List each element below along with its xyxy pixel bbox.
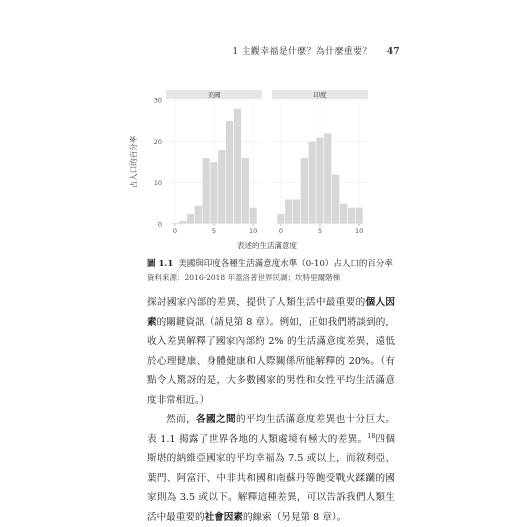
facet-strip-label: 印度 (313, 91, 327, 99)
histogram-bar (347, 207, 355, 224)
p2-text-a: 然而， (166, 414, 197, 425)
p1-bold-term: 個人因素 (147, 297, 396, 328)
figure-source: 資料來源：2016-2018 年蓋洛普世界民調；坎特里爾階梯 (147, 273, 341, 282)
histogram-bar (187, 214, 195, 224)
p1-text-a: 探討國家內部的差異，提供了人類生活中最重要的 (147, 297, 366, 308)
figure-caption-text: 美國與印度各種生活滿意度水準（0-10）占人口的百分率 (178, 259, 393, 269)
x-tick-label: 5 (317, 227, 323, 235)
y-axis-label: 占人口的百分率 (129, 135, 138, 189)
histogram-bar (340, 203, 348, 224)
histogram-bar (179, 221, 187, 224)
x-tick-label: 5 (211, 227, 217, 235)
page-number: 47 (386, 47, 400, 57)
body-text (147, 293, 395, 527)
histogram-bar (300, 158, 308, 224)
p2-text-c: 四個斯堪的納維亞國家的平均幸福為 7.5 或以上，而敘利亞、葉門、阿富汗、中非共和國和南蘇丹等飽受戰火蹂躪的國家則為 3.5 或以下。解釋這種差異，可以告訴我們人類生活中最重要的 (147, 433, 396, 523)
p2-bold-term-1: 各國之間 (196, 414, 236, 425)
histogram-bar (355, 207, 363, 224)
x-tick-label: 0 (278, 227, 283, 235)
footnote-ref: 18 (367, 432, 376, 440)
chapter-title: 1 主觀幸福是什麼？為什麼重要？ (232, 47, 372, 57)
y-tick-label: 20 (153, 137, 162, 146)
y-tick-label: 0 (157, 220, 162, 229)
histogram-bar (218, 150, 226, 224)
x-tick-label: 10 (354, 227, 364, 235)
histogram-bar (249, 207, 257, 224)
histogram-bar (202, 158, 210, 224)
p1-text-b: 的關鍵資訊（請見第 8 章）。例如，正如我們將談到的，收入差異解釋了國家內部約 2% 的生活滿意度差異，遠低於心理健康、身體健康和人際關係所能解釋的 20%。（有點令人驚訝的是，大多數國家的男性和女性平均生活滿意度非常相近。） (147, 316, 395, 406)
histogram-bar (308, 141, 316, 224)
histogram-bar (226, 121, 234, 224)
histogram-bar (194, 205, 202, 224)
p2-text-d: 的線索（另見第 8 章）。 (242, 511, 347, 523)
histogram-bar (171, 223, 179, 224)
paragraph-1 (147, 293, 395, 410)
histogram-bar (241, 158, 249, 224)
p2-bold-term-2: 社會因素 (204, 511, 243, 523)
facet-strip-label: 美國 (207, 91, 221, 99)
y-tick-label: 10 (153, 179, 162, 188)
histogram-bar (277, 214, 285, 224)
histogram-bar (316, 137, 324, 224)
histogram-bar (210, 162, 218, 224)
running-header (232, 44, 400, 57)
figure-caption (147, 258, 447, 284)
histogram-bar (234, 108, 242, 224)
histogram-bar (324, 133, 332, 224)
x-tick-label: 10 (248, 227, 258, 235)
x-axis-label: 表述的生活滿意度 (237, 241, 297, 250)
y-tick-label: 30 (153, 96, 162, 105)
p2-text-b: 的平均生活滿意度差異也十分巨大。表 1.1 揭露了世界各地的人類處境有極大的差異。 (147, 414, 396, 445)
figure-label: 圖 1.1 (147, 259, 174, 269)
histogram-bar (293, 199, 301, 224)
histogram-bar (285, 199, 293, 224)
histogram-bar (332, 174, 340, 224)
x-tick-label: 0 (172, 227, 177, 235)
paragraph-2 (147, 410, 395, 527)
histogram-chart (120, 84, 380, 254)
